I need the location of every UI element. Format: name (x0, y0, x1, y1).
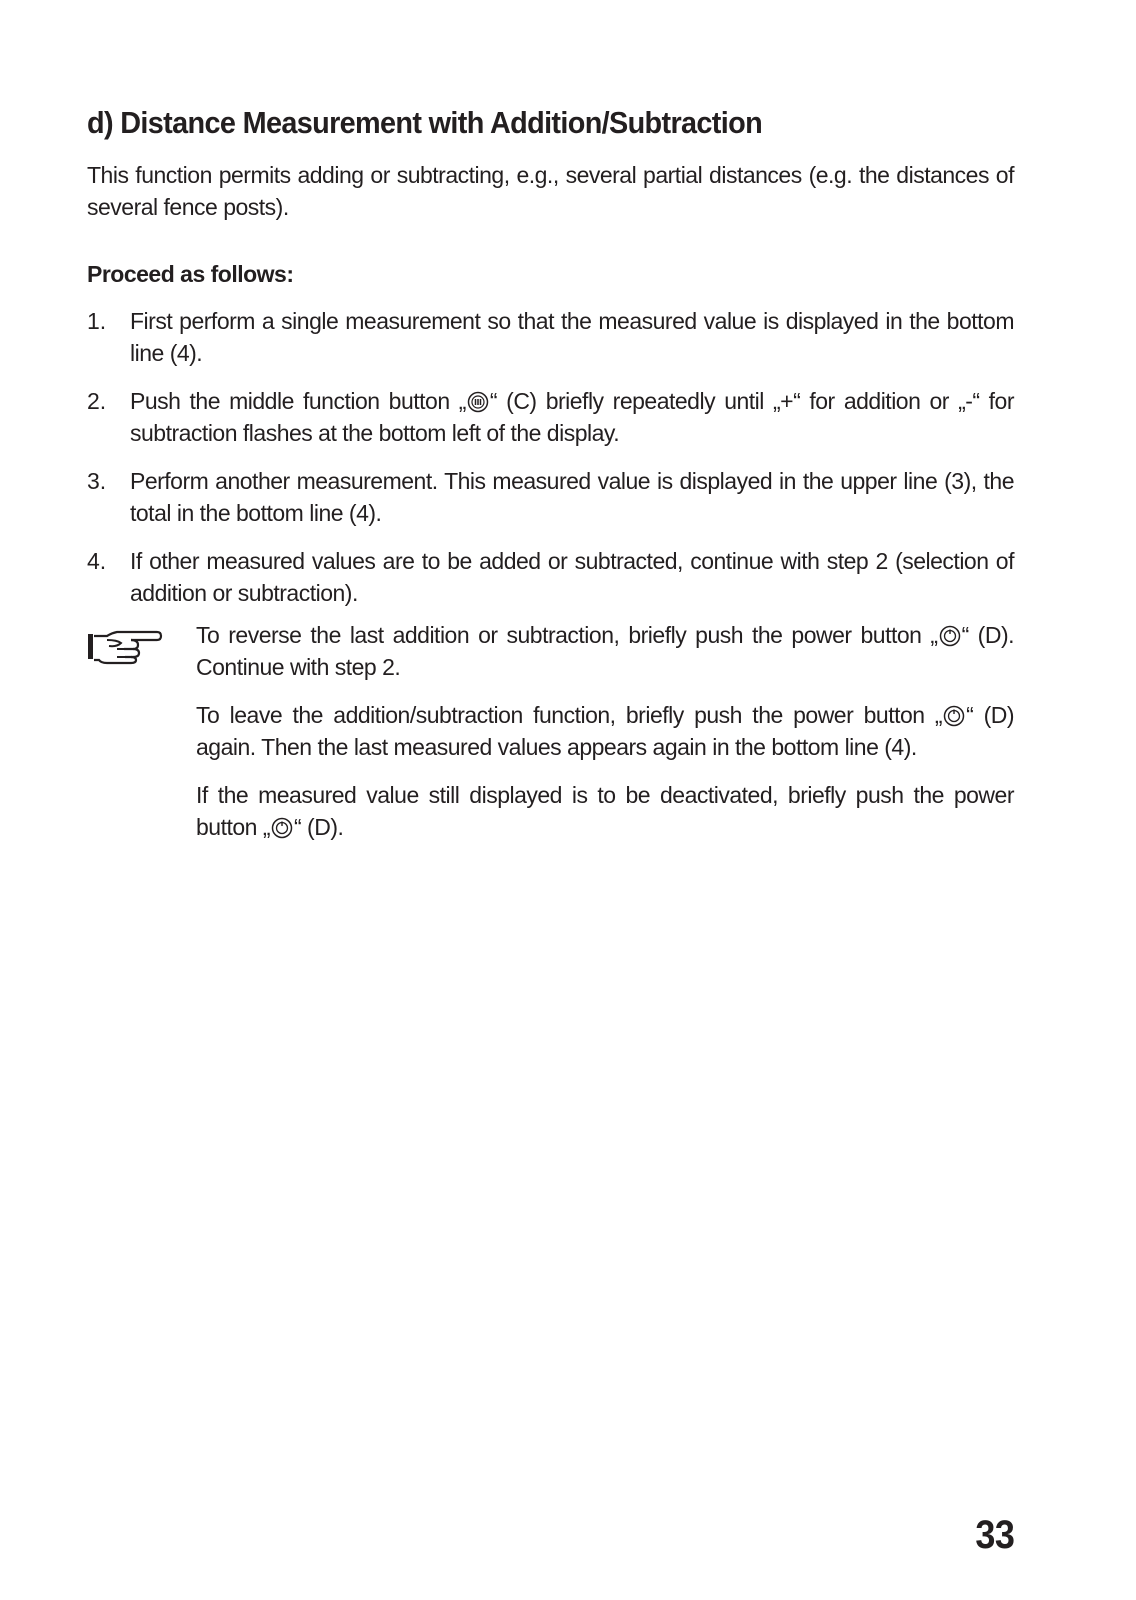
procedure-heading: Proceed as follows: (87, 261, 294, 287)
procedure-steps (87, 305, 1014, 625)
step-4 (87, 545, 1014, 609)
power-button-icon (943, 705, 965, 727)
step-1 (87, 305, 1014, 369)
pointing-hand-icon (87, 627, 163, 665)
note-paragraph (196, 699, 1014, 763)
page-number: 33 (974, 1513, 1014, 1557)
note-text-after: “ (D). Continue with step 2. (196, 622, 1014, 680)
note-text-after: “ (D). (294, 814, 344, 840)
intro-paragraph: This function permits adding or subtracting, e.g., several partial distances (e.g. the distances of several fence posts). (87, 162, 1014, 220)
power-button-icon (939, 625, 961, 647)
step-text-after: “ (C) briefly repeatedly until „+“ for addition or „-“ for subtraction flashes at the bottom left of the display. (130, 388, 1014, 446)
note-block (87, 619, 1014, 859)
step-number: 2. (87, 388, 107, 414)
note-text-before: To reverse the last addition or subtraction, briefly push the power button „ (196, 622, 938, 648)
step-text-before: Push the middle function button „ (130, 388, 466, 414)
step-number: 1. (87, 308, 107, 334)
step-text: First perform a single measurement so that the measured value is displayed in the bottom line (4). (130, 308, 1014, 366)
note-text-before: If the measured value still displayed is to be deactivated, briefly push the power button „ (196, 782, 1014, 840)
note-text-before: To leave the addition/subtraction function, briefly push the power button „ (196, 702, 943, 728)
note-paragraphs (196, 619, 1014, 843)
note-paragraph (196, 619, 1014, 683)
step-text (130, 385, 1014, 449)
power-button-icon (271, 817, 293, 839)
note-text-after: “ (D) again. Then the last measured values appears again in the bottom line (4). (196, 702, 1014, 760)
step-number: 3. (87, 468, 107, 494)
note-paragraph (196, 779, 1014, 843)
function-button-icon (467, 391, 489, 413)
step-2 (87, 385, 1014, 449)
step-text: Perform another measurement. This measured value is displayed in the upper line (3), the total in the bottom line (4). (130, 468, 1014, 526)
step-3 (87, 465, 1014, 529)
step-text: If other measured values are to be added or subtracted, continue with step 2 (selection of addition or subtraction). (130, 548, 1014, 606)
section-title: d) Distance Measurement with Addition/Subtraction (87, 105, 763, 140)
step-number: 4. (87, 548, 107, 574)
manual-page (87, 0, 1014, 1600)
